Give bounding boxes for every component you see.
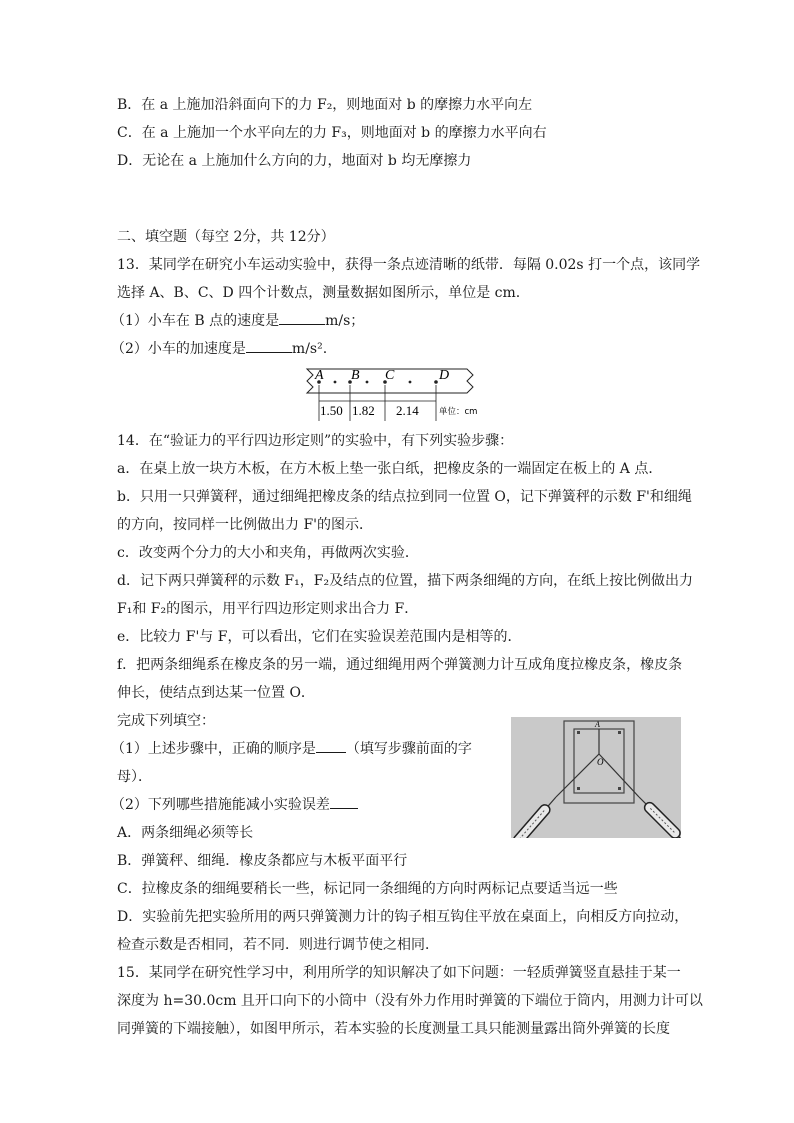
q13-line-1: 13．某同学在研究小车运动实验中，获得一条点迹清晰的纸带．每隔 0.02s 打一个点，该同学 [117, 257, 701, 273]
answer-blank[interactable] [246, 352, 292, 353]
tape-seg-3: 2.14 [396, 403, 419, 418]
tape-label-c: C [385, 368, 395, 383]
answer-blank[interactable] [279, 324, 325, 325]
q14-option-d-2: 检查示数是否相同，若不同．则进行调节使之相同． [117, 937, 439, 953]
tape-dot [366, 381, 369, 384]
answer-blank[interactable] [330, 808, 358, 809]
q14-line-1: 14．在“验证力的平行四边形定则”的实验中，有下列实验步骤： [117, 433, 514, 449]
q15-line-2: 深度为 h=30.0cm 且开口向下的小筒中（没有外力作用时弹簧的下端位于筒内，用测力计可以 [117, 993, 703, 1009]
tape-label-d: D [439, 368, 450, 383]
q14-option-d-1: D．实验前先把实验所用的两只弹簧测力计的钩子相互钩住平放在桌面上，向相反方向拉动， [117, 909, 689, 925]
q14-step-b-1: b．只用一只弹簧秤，通过细绳把橡皮条的结点拉到同一位置 O，记下弹簧秤的示数 F'和细绳 [117, 489, 692, 505]
tape-label-b: B [351, 368, 360, 383]
q14-step-d-2: F₁和 F₂的图示，用平行四边形定则求出合力 F． [117, 601, 419, 617]
q14-sub-2: （2）下列哪些措施能减小实验误差 [111, 795, 358, 815]
q14-step-f-1: f．把两条细绳系在橡皮条的另一端，通过细绳用两个弹簧测力计互成角度拉橡皮条，橡皮条 [117, 657, 683, 673]
option-b: B．在 a 上施加沿斜面向下的力 F₂，则地面对 b 的摩擦力水平向左 [117, 97, 533, 113]
q14-option-a: A．两条细绳必须等长 [117, 825, 254, 841]
q15-line-3: 同弹簧的下端接触），如图甲所示，若本实验的长度测量工具只能测量露出筒外弹簧的长度 [117, 1021, 670, 1037]
board-figure [511, 717, 681, 838]
tape-dot [334, 381, 337, 384]
answer-blank[interactable] [316, 752, 346, 753]
q14-option-b: B．弹簧秤、细绳．橡皮条都应与木板平面平行 [117, 853, 408, 869]
q14-step-e: e．比较力 F'与 F，可以看出，它们在实验误差范围内是相等的． [117, 629, 522, 645]
q14-instructions: 完成下列填空： [117, 713, 215, 729]
q14-step-c: c．改变两个分力的大小和夹角，再做两次实验． [117, 545, 419, 561]
tape-label-a: A [315, 368, 324, 383]
q14-step-f-2: 伸长，使结点到达某一位置 O． [117, 685, 315, 701]
tape-seg-2: 1.82 [352, 403, 375, 418]
q14-step-a: a．在桌上放一块方木板，在方木板上垫一张白纸，把橡皮条的一端固定在板上的 A 点． [117, 461, 663, 477]
tape-seg-1: 1.50 [320, 403, 343, 418]
tape-dot [409, 381, 412, 384]
q13-sub-2: （2）小车的加速度是 m/s². [111, 341, 328, 357]
board-label-a: A [595, 720, 600, 729]
board-label-o: O [597, 757, 604, 767]
tape-dot-d [434, 380, 438, 384]
q13-sub-1: （1）小车在 B 点的速度是 m/s； [111, 313, 365, 329]
q14-step-b-2: 的方向，按同样一比例做出力 F'的图示． [117, 517, 374, 533]
q14-option-c: C．拉橡皮条的细绳要稍长一些，标记同一条细绳的方向时两标记点要适当远一些 [117, 881, 618, 897]
q15-line-1: 15．某同学在研究性学习中，利用所学的知识解决了如下问题：一轻质弹簧竖直悬挂于某一 [117, 965, 681, 981]
option-c: C．在 a 上施加一个水平向左的力 F₃，则地面对 b 的摩擦力水平向右 [117, 125, 547, 141]
q14-sub-1: （1）上述步骤中，正确的顺序是 （填写步骤前面的字 [111, 741, 472, 757]
section-heading: 二、填空题（每空 2分，共 12分） [117, 229, 335, 245]
q14-sub-1-cont: 母）． [117, 769, 152, 785]
tape-figure [301, 365, 477, 423]
option-d: D．无论在 a 上施加什么方向的力，地面对 b 均无摩擦力 [117, 153, 472, 169]
q14-step-d-1: d．记下两只弹簧秤的示数 F₁，F₂及结点的位置，描下两条细绳的方向，在纸上按比例做出力 [117, 573, 694, 589]
q13-line-2: 选择 A、B、C、D 四个计数点，测量数据如图所示，单位是 cm. [117, 285, 521, 301]
tape-unit: 单位：cm [439, 407, 477, 417]
